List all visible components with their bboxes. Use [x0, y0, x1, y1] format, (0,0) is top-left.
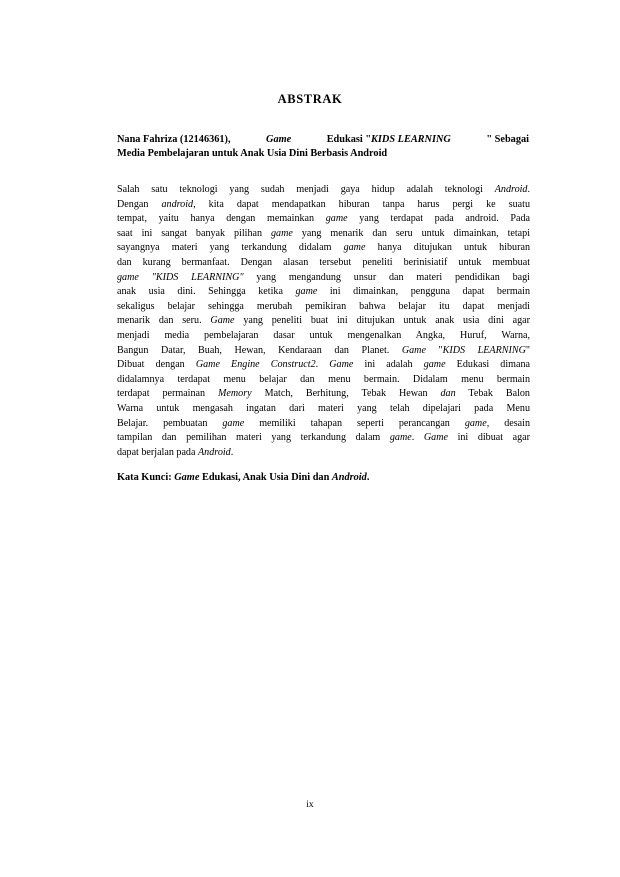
abstract-text: yang menarik dan seru untuk dimainkan, tetapi — [292, 227, 531, 239]
abstract-text: Dengan — [117, 198, 162, 210]
game-word-italic: Game — [266, 134, 292, 145]
abstract-text: Dibuat dengan — [117, 359, 196, 371]
abstract-text: Match, Berhitung, Tebak Hewan — [251, 388, 441, 400]
keywords-label: Kata Kunci: — [117, 472, 175, 483]
abstract-text: yang peneliti buat ini ditujukan untuk anak usia dini agar — [234, 315, 530, 327]
abstract-text: Salah satu teknologi yang sudah menjadi gaya hidup adalah teknologi — [117, 184, 495, 195]
abstract-line — [117, 387, 530, 402]
abstract-header — [117, 133, 529, 161]
abstract-italic-text: KIDS LEARNING — [442, 344, 526, 356]
abstract-italic-text: game — [325, 213, 348, 225]
abstract-italic-text: Memory — [218, 388, 252, 400]
abstract-line — [117, 431, 530, 446]
abstract-italic-text: game "KIDS LEARNING" — [117, 271, 244, 283]
abstract-text: Tebak Balon — [455, 388, 530, 400]
abstract-text: terdapat permainan — [117, 388, 218, 400]
abstract-text: menjadi media pembelajaran dasar untuk mengenalkan Angka, Huruf, Warna, — [117, 329, 530, 341]
abstract-line — [117, 285, 530, 300]
abstract-line — [117, 417, 530, 432]
abstract-line — [117, 183, 530, 198]
abstract-text: tempat, yaitu hanya dengan memainkan — [117, 213, 326, 225]
abstract-italic-text: game — [343, 242, 366, 254]
abstract-text: yang mengandung unsur dan materi pendidikan bagi — [243, 271, 530, 283]
abstract-italic-text: game — [222, 417, 245, 429]
abstract-italic-text: dan — [440, 388, 456, 400]
abstract-text: saat ini sangat banyak pilihan — [117, 227, 271, 239]
author-info: Nana Fahriza (12146361), — [117, 134, 231, 145]
abstract-text: memiliki tahapan seperti perancangan — [244, 417, 465, 429]
abstract-italic-text: Android — [198, 446, 231, 458]
abstract-line — [117, 212, 530, 227]
abstract-line — [117, 256, 530, 271]
keywords-middle: Edukasi, Anak Usia Dini dan — [199, 472, 332, 483]
abstract-line — [117, 271, 530, 286]
abstract-italic-text: Game — [401, 344, 426, 356]
abstract-text: " — [425, 344, 443, 356]
project-name: KIDS LEARNING — [371, 134, 451, 145]
abstract-text: Warna untuk mengasah ingatan dari materi yang telah dipelajari pada Menu — [117, 402, 530, 414]
abstract-line — [117, 241, 530, 256]
abstract-italic-text: Game — [329, 359, 354, 371]
abstract-italic-text: Game — [423, 432, 448, 444]
abstract-text: didalamnya terdapat menu belajar dan menu bermain. Didalam menu bermain — [117, 373, 530, 385]
sebagai-word: " Sebagai — [486, 134, 529, 145]
abstract-text: menarik dan seru. — [117, 315, 211, 327]
abstract-text: sayangnya materi yang terkandung didalam — [117, 242, 344, 254]
abstract-text: " — [525, 344, 530, 356]
game-word — [266, 133, 291, 147]
header-line-1 — [117, 133, 529, 147]
abstract-text: tampilan dan pemilihan materi yang terkandung dalam — [117, 432, 390, 444]
keywords-line — [117, 472, 529, 483]
abstract-italic-text: Android — [494, 184, 528, 195]
abstract-italic-text: game — [270, 227, 293, 239]
abstract-text: , kita dapat mendapatkan hiburan tanpa harus pergi ke suatu — [193, 198, 530, 210]
abstract-text: Bangun Datar, Buah, Hewan, Kendaraan dan Planet. — [117, 344, 402, 356]
abstract-text: Belajar. pembuatan — [117, 417, 223, 429]
abstract-line — [117, 300, 530, 315]
abstract-line — [117, 373, 530, 388]
abstract-text: ini dibuat agar — [447, 432, 531, 444]
abstract-italic-text: game — [389, 432, 412, 444]
abstract-italic-text: android — [161, 198, 194, 210]
abstract-text: hanya ditujukan untuk hiburan — [365, 242, 530, 254]
abstract-text: . — [315, 359, 330, 371]
keywords-game: Game — [174, 472, 200, 483]
abstract-text: . — [230, 446, 234, 458]
abstract-italic-text: game — [464, 417, 487, 429]
abstract-text: , desain — [486, 417, 530, 429]
abstract-text: anak usia dini. Sehingga ketika — [117, 286, 296, 298]
abstract-line — [117, 227, 530, 242]
abstract-text: sekaligus belajar sehingga merubah pemikiran bahwa belajar itu dapat menjadi — [117, 300, 530, 312]
abstract-text: . — [411, 432, 424, 444]
page-number: ix — [306, 800, 314, 810]
abstract-text: ini adalah — [353, 359, 424, 371]
keywords-period: . — [366, 472, 370, 483]
abstract-italic-text: Game — [210, 315, 235, 327]
abstract-italic-text: Game Engine Construct2 — [195, 359, 316, 371]
abstract-text: dapat berjalan pada — [117, 446, 198, 458]
thesis-title-part — [327, 133, 451, 147]
abstract-line — [117, 358, 530, 373]
abstract-body — [117, 183, 530, 460]
keywords-android: Android — [331, 472, 367, 483]
abstract-line — [117, 198, 530, 213]
page-title: ABSTRAK — [277, 92, 343, 106]
abstract-italic-text: game — [423, 359, 446, 371]
abstract-italic-text: game — [295, 286, 318, 298]
abstract-text: ini dimainkan, pengguna dapat bermain — [317, 286, 530, 298]
abstract-text: yang terdapat pada android. Pada — [347, 213, 530, 225]
abstract-text: . — [527, 184, 530, 195]
abstract-line — [117, 402, 530, 417]
abstract-text: Edukasi dimana — [445, 359, 531, 371]
edukasi-word: Edukasi " — [326, 134, 372, 145]
abstract-line — [117, 344, 530, 359]
abstract-text: dan kurang bermanfaat. Dengan alasan tersebut peneliti berinisiatif untuk membuat — [117, 256, 530, 268]
abstract-line — [117, 329, 530, 344]
abstract-line — [117, 314, 530, 329]
header-subtitle: Media Pembelajaran untuk Anak Usia Dini Berbasis Android — [117, 148, 388, 159]
abstract-line — [117, 446, 530, 461]
